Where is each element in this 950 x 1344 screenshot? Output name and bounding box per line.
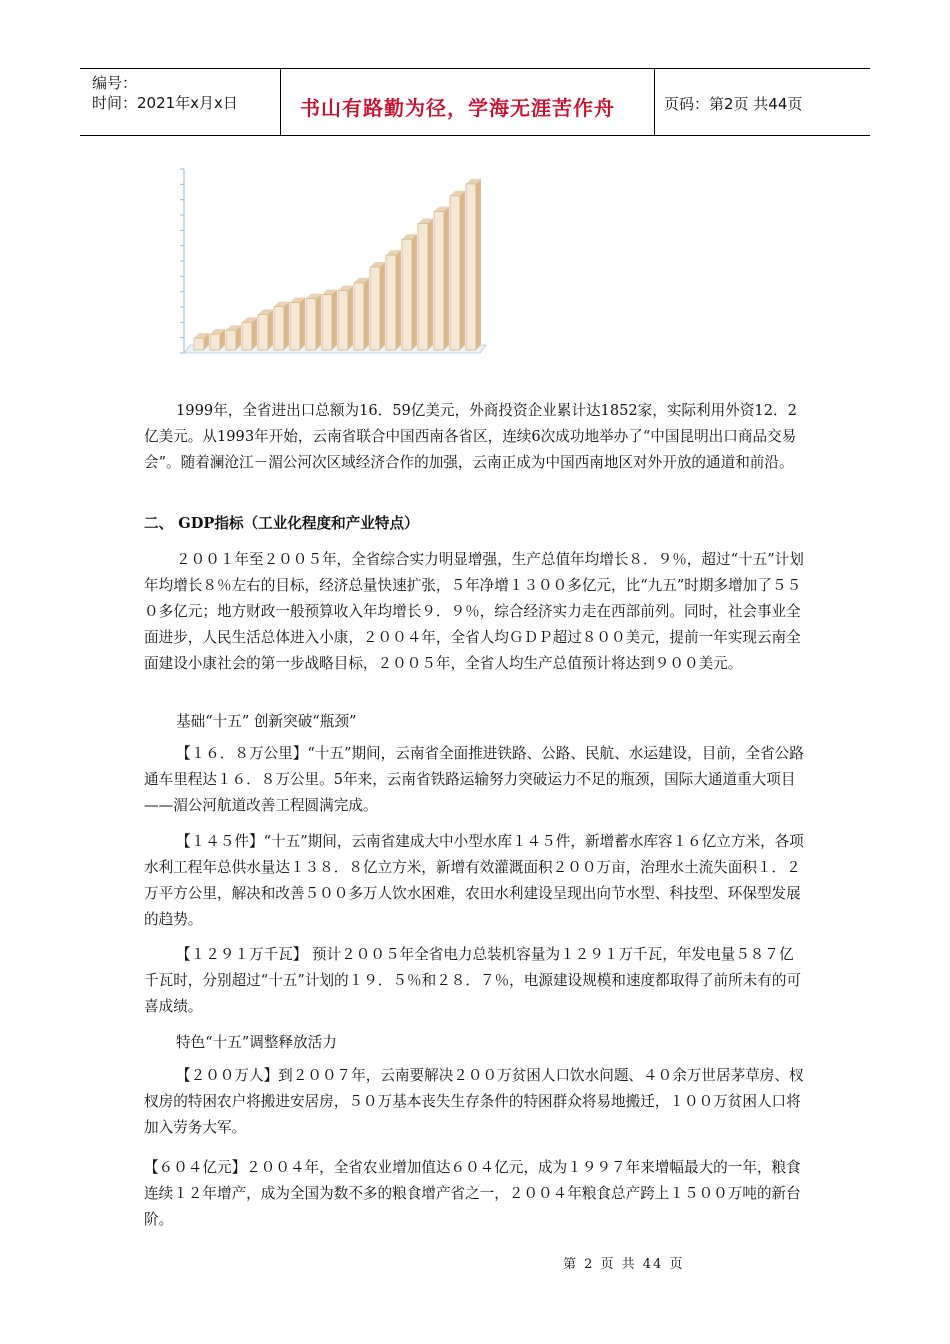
chart-bar bbox=[434, 212, 444, 350]
paragraph-trade bbox=[144, 398, 804, 476]
paragraph-gdp bbox=[144, 547, 804, 677]
header-divider-left bbox=[280, 68, 281, 135]
chart-bar bbox=[386, 255, 396, 350]
chart-bar bbox=[354, 283, 364, 350]
paragraph-agriculture-text: 【６０４亿元】２００４年，全省农业增加值达６０４亿元，成为１９９７年来增幅最大的一年，粮食连续１２年增产，成为全国为数不多的粮食增产省之一，２００４年粮食总产跨上１５００万吨的新台阶。 bbox=[144, 1159, 801, 1228]
chart-bar bbox=[370, 267, 380, 350]
document-number-label: 编号： bbox=[92, 74, 138, 92]
chart-bar-side bbox=[428, 218, 433, 350]
chart-bar bbox=[466, 184, 476, 350]
chart-svg bbox=[174, 163, 492, 363]
chart-bar bbox=[322, 295, 332, 350]
chart-bar bbox=[210, 334, 220, 350]
chart-bar bbox=[338, 291, 348, 350]
chart-bar bbox=[194, 338, 204, 350]
chart-bar bbox=[402, 239, 412, 350]
document-time-label: 时间：2021年x月x日 bbox=[92, 94, 238, 112]
paragraph-water bbox=[144, 829, 804, 933]
chart-bar-side bbox=[380, 262, 385, 350]
chart-bar bbox=[290, 303, 300, 350]
paragraph-water-text: 【１４５件】“十五”期间，云南省建成大中小型水库１４５件，新增蓄水库容１６亿立方米，各项水利工程年总供水量达１３８．８亿立方米，新增有效灌溉面积２００万亩，治理水土流失面积１．２万平方公里，解决和改善５００多万人饮水困难，农田水利建设呈现出向节水型、科技型、环保型发展的趋势。 bbox=[144, 833, 804, 928]
paragraph-power bbox=[144, 942, 804, 1020]
chart-bar-side bbox=[348, 286, 353, 350]
paragraph-power-text: 【１２９１万千瓦】 预计２００５年全省电力总装机容量为１２９１万千瓦，年发电量５８７亿千瓦时，分别超过“十五”计划的１９．５％和２８．７％，电源建设规模和速度都取得了前所未有的可喜成绩。 bbox=[144, 946, 802, 1015]
gdp-bar-chart bbox=[174, 163, 492, 363]
paragraph-poverty bbox=[144, 1063, 804, 1141]
subheading-features-text: 特色“十五”调整释放活力 bbox=[176, 1034, 337, 1051]
chart-bar-side bbox=[300, 298, 305, 350]
chart-bar-side bbox=[268, 309, 273, 350]
chart-bar bbox=[450, 196, 460, 350]
page-footer: 第 2 页 共 44 页 bbox=[563, 1257, 685, 1272]
chart-bar bbox=[226, 330, 236, 350]
header-bottom-rule bbox=[80, 135, 870, 136]
header-motto: 书山有路勤为径，学海无涯苦作舟 bbox=[300, 96, 615, 120]
chart-bar-side bbox=[332, 290, 337, 350]
paragraph-roads bbox=[144, 741, 804, 819]
chart-bar-side bbox=[444, 207, 449, 350]
chart-bar-side bbox=[476, 179, 481, 350]
paragraph-roads-text: 【１６．８万公里】“十五”期间，云南省全面推进铁路、公路、民航、水运建设，目前，全省公路通车里程达１６．８万公里。5年来，云南省铁路运输努力突破运力不足的瓶颈，国际大通道重大项目——湄公河航道改善工程圆满完成。 bbox=[144, 745, 804, 814]
paragraph-agriculture bbox=[144, 1155, 804, 1233]
paragraph-trade-text: 1999年，全省进出口总额为16．59亿美元，外商投资企业累计达1852家，实际利用外资12．2亿美元。从1993年开始，云南省联合中国西南各省区，连续6次成功地举办了“中国昆明出口商品交易会”。随着澜沧江－湄公河次区域经济合作的加强，云南正成为中国西南地区对外开放的通道和前沿。 bbox=[144, 402, 797, 471]
paragraph-poverty-text: 【２００万人】到２００７年，云南要解决２００万贫困人口饮水问题、４０余万世居茅草房、杈杈房的特困农户将搬进安居房，５０万基本丧失生存条件的特困群众将易地搬迁，１００万贫困人口将加入劳务大军。 bbox=[144, 1067, 804, 1136]
chart-bar-side bbox=[412, 234, 417, 350]
chart-bar bbox=[306, 299, 316, 350]
chart-bar-side bbox=[316, 294, 321, 350]
chart-bar bbox=[258, 314, 268, 350]
chart-bar bbox=[242, 322, 252, 350]
subheading-infrastructure-text: 基础“十五” 创新突破“瓶颈” bbox=[176, 713, 357, 730]
chart-bar bbox=[274, 307, 284, 351]
chart-bar-side bbox=[460, 191, 465, 350]
header-top-rule bbox=[80, 68, 870, 69]
subheading-infrastructure bbox=[144, 709, 804, 735]
header-page-info: 页码：第2页 共44页 bbox=[664, 95, 803, 113]
paragraph-gdp-text: ２００１年至２００５年，全省综合实力明显增强，生产总值年均增长８．９％，超过“十五”计划年均增长８％左右的目标，经济总量快速扩张，５年净增１３００多亿元，比“九五”时期多增加了５５０多亿元；地方财政一般预算收入年均增长９．９％，综合经济实力走在西部前列。同时，社会事业全面进步，人民生活总体进入小康，２００４年，全省人均ＧＤＰ超过８００美元，提前一年实现云南全面建设小康社会的第一步战略目标，２００５年，全省人均生产总值预计将达到９００美元。 bbox=[144, 551, 804, 672]
chart-bar-side bbox=[252, 317, 257, 350]
header-divider-right bbox=[654, 68, 655, 135]
chart-bar-side bbox=[284, 302, 289, 351]
chart-bar-side bbox=[396, 250, 401, 350]
chart-bar-side bbox=[364, 278, 369, 350]
chart-bar bbox=[418, 223, 428, 350]
subheading-features bbox=[144, 1030, 804, 1056]
section-heading-gdp: 二、 GDP指标（工业化程度和产业特点） bbox=[144, 515, 419, 532]
